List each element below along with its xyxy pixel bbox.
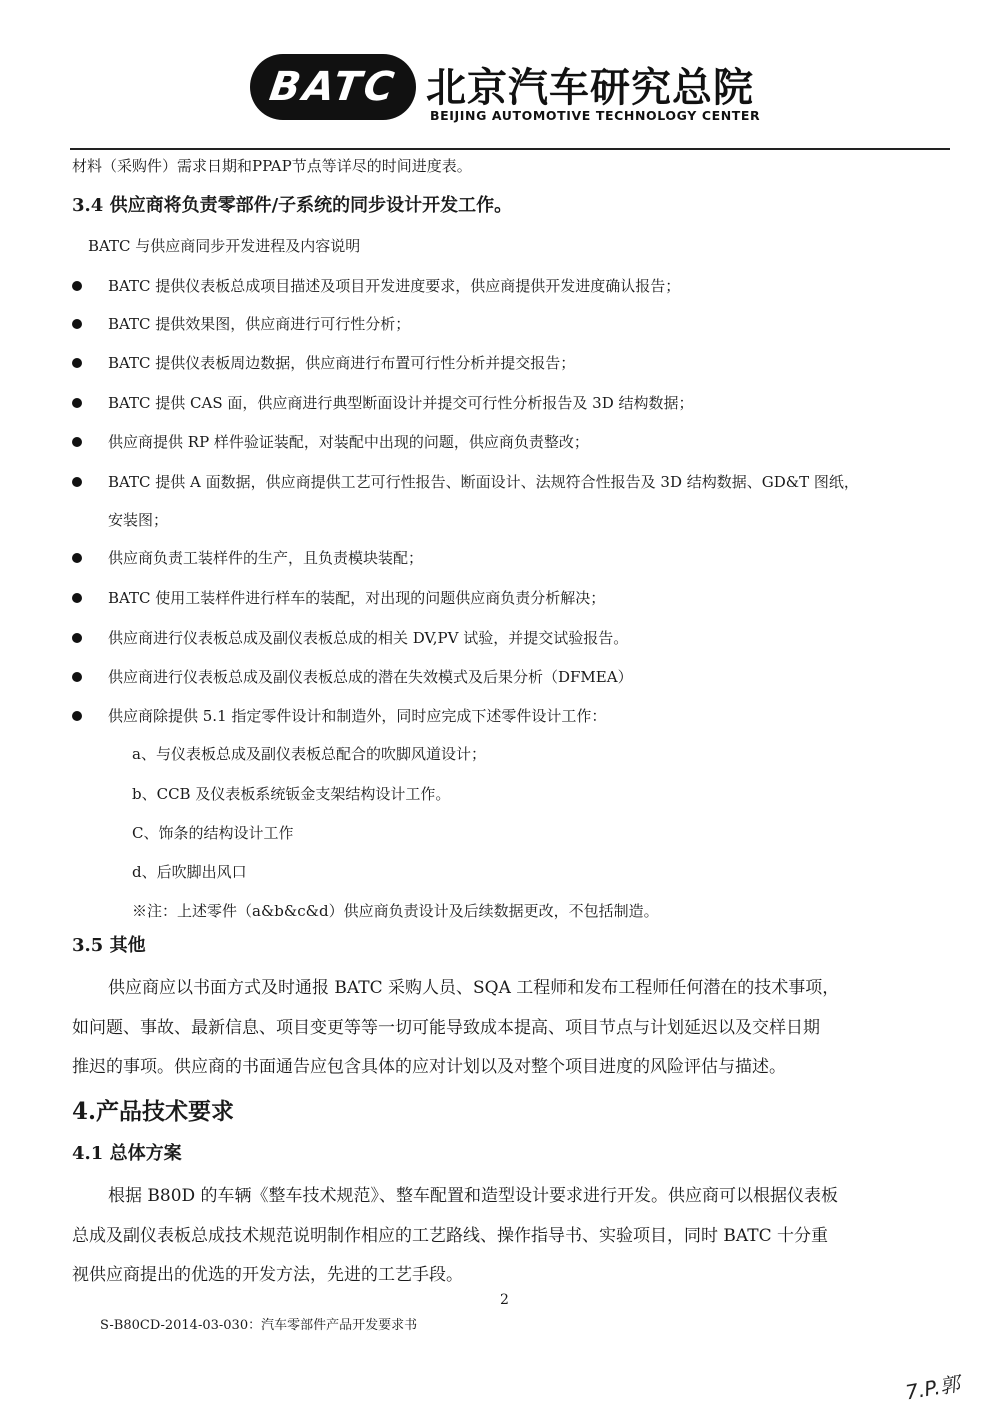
- sub-item: C、饰条的结构设计工作: [132, 824, 294, 842]
- bullet-item: 供应商负责工装样件的生产，且负责模块装配；: [108, 549, 424, 567]
- paragraph-line: 供应商应以书面方式及时通报 BATC 采购人员、SQA 工程师和发布工程师任何潜在的技术事项，: [108, 978, 840, 998]
- section-4-1-heading: 4.1 总体方案: [72, 1143, 182, 1164]
- bullet-dot: [72, 281, 82, 291]
- sub-item: d、后吹脚出风口: [132, 863, 247, 881]
- batc-logo: BATC: [250, 54, 416, 120]
- paragraph-line: 推迟的事项。供应商的书面通告应包含具体的应对计划以及对整个项目进度的风险评估与描述。: [72, 1057, 786, 1077]
- bullet-item: BATC 提供仪表板周边数据，供应商进行布置可行性分析并提交报告；: [108, 354, 576, 372]
- bullet-dot: [72, 477, 82, 487]
- bullet-dot: [72, 593, 82, 603]
- paragraph-line: 视供应商提出的优选的开发方法，先进的工艺手段。: [72, 1265, 463, 1285]
- bullet-dot: [72, 319, 82, 329]
- section-3-5-heading: 3.5 其他: [72, 935, 146, 956]
- continuation-text: 材料（采购件）需求日期和PPAP节点等详尽的时间进度表。: [72, 157, 472, 175]
- bullet-dot: [72, 711, 82, 721]
- bullet-dot: [72, 358, 82, 368]
- section-4-heading: 4.产品技术要求: [72, 1098, 235, 1125]
- bullet-item: BATC 提供 A 面数据，供应商提供工艺可行性报告、断面设计、法规符合性报告及 3D 结构数据、GD&T 图纸，: [108, 473, 859, 491]
- sub-item: b、CCB 及仪表板系统钣金支架结构设计工作。: [132, 785, 451, 803]
- paragraph-line: 总成及副仪表板总成技术规范说明制作相应的工艺路线、操作指导书、实验项目，同时 BATC 十分重: [72, 1226, 828, 1246]
- bullet-dot: [72, 633, 82, 643]
- bullet-item: BATC 使用工装样件进行样车的装配，对出现的问题供应商负责分析解决；: [108, 589, 606, 607]
- bullet-item: 供应商提供 RP 样件验证装配，对装配中出现的问题，供应商负责整改；: [108, 433, 589, 451]
- section-3-4-intro: BATC 与供应商同步开发进程及内容说明: [88, 237, 361, 255]
- handwritten-signature: 7.P.郭: [903, 1371, 962, 1405]
- bullet-item: 供应商除提供 5.1 指定零件设计和制造外，同时应完成下述零件设计工作：: [108, 707, 607, 725]
- bullet-dot: [72, 672, 82, 682]
- bullet-item-continuation: 安装图；: [108, 511, 169, 529]
- bullet-item: BATC 提供仪表板总成项目描述及项目开发进度要求，供应商提供开发进度确认报告；: [108, 277, 681, 295]
- note-text: ※注：上述零件（a&b&c&d）供应商负责设计及后续数据更改，不包括制造。: [132, 902, 659, 920]
- bullet-item: 供应商进行仪表板总成及副仪表板总成的潜在失效模式及后果分析（DFMEA）: [108, 668, 633, 686]
- letterhead: [250, 50, 810, 130]
- org-name-cn: 北京汽车研究总院: [426, 65, 754, 111]
- section-3-4-heading: 3.4 供应商将负责零部件/子系统的同步设计开发工作。: [72, 195, 513, 216]
- bullet-item: 供应商进行仪表板总成及副仪表板总成的相关 DV,PV 试验，并提交试验报告。: [108, 629, 629, 647]
- bullet-dot: [72, 437, 82, 447]
- bullet-item: BATC 提供效果图，供应商进行可行性分析；: [108, 315, 411, 333]
- bullet-dot: [72, 553, 82, 563]
- bullet-dot: [72, 398, 82, 408]
- page-number: 2: [500, 1292, 509, 1308]
- paragraph-line: 如问题、事故、最新信息、项目变更等等一切可能导致成本提高、项目节点与计划延迟以及交样日期: [72, 1018, 820, 1038]
- header-divider: [70, 148, 950, 150]
- org-name-en: BEIJING AUTOMOTIVE TECHNOLOGY CENTER: [430, 108, 761, 123]
- bullet-item: BATC 提供 CAS 面，供应商进行典型断面设计并提交可行性分析报告及 3D 结构数据；: [108, 394, 694, 412]
- paragraph-line: 根据 B80D 的车辆《整车技术规范》、整车配置和造型设计要求进行开发。供应商可以根据仪表板: [108, 1186, 839, 1206]
- document-id: S-B80CD-2014-03-030：汽车零部件产品开发要求书: [100, 1318, 418, 1333]
- sub-item: a、与仪表板总成及副仪表板总配合的吹脚风道设计；: [132, 745, 486, 763]
